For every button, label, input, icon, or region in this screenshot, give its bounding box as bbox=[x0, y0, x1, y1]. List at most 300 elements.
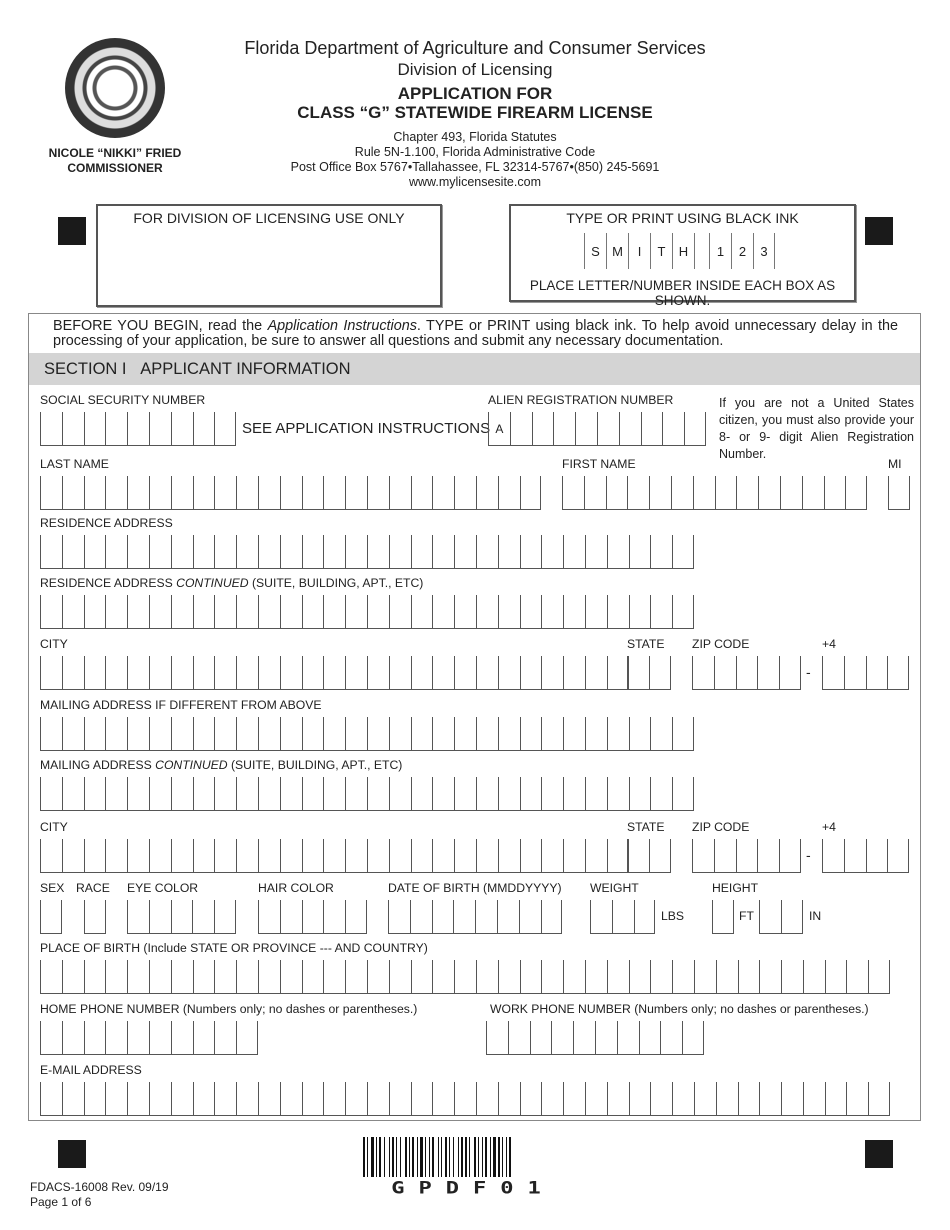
char-box[interactable] bbox=[127, 1082, 149, 1116]
char-box[interactable] bbox=[171, 595, 193, 629]
char-box[interactable] bbox=[258, 900, 280, 934]
char-box[interactable] bbox=[497, 900, 519, 934]
char-box[interactable] bbox=[757, 839, 779, 873]
char-box[interactable] bbox=[127, 412, 149, 446]
char-box[interactable] bbox=[498, 535, 520, 569]
char-box[interactable] bbox=[595, 1021, 617, 1055]
char-box[interactable] bbox=[171, 535, 193, 569]
char-box[interactable] bbox=[411, 717, 433, 751]
char-box[interactable] bbox=[40, 1082, 62, 1116]
char-box[interactable] bbox=[62, 839, 84, 873]
char-box[interactable] bbox=[214, 1082, 236, 1116]
char-box[interactable] bbox=[193, 839, 215, 873]
char-box[interactable] bbox=[629, 717, 651, 751]
char-box[interactable] bbox=[40, 476, 62, 510]
char-box[interactable] bbox=[530, 1021, 552, 1055]
char-box[interactable] bbox=[541, 839, 563, 873]
char-box[interactable] bbox=[62, 717, 84, 751]
char-box[interactable] bbox=[127, 1021, 149, 1055]
char-box[interactable] bbox=[345, 656, 367, 690]
char-box[interactable] bbox=[258, 656, 280, 690]
char-box[interactable] bbox=[759, 960, 781, 994]
char-box[interactable] bbox=[40, 717, 62, 751]
char-box[interactable] bbox=[486, 1021, 508, 1055]
char-box[interactable] bbox=[650, 960, 672, 994]
char-box[interactable] bbox=[411, 535, 433, 569]
char-box[interactable] bbox=[323, 535, 345, 569]
char-box[interactable] bbox=[692, 656, 714, 690]
char-box[interactable] bbox=[149, 535, 171, 569]
char-box[interactable] bbox=[541, 1082, 563, 1116]
char-box[interactable] bbox=[105, 717, 127, 751]
char-box[interactable] bbox=[193, 476, 215, 510]
char-box[interactable] bbox=[454, 777, 476, 811]
char-box[interactable] bbox=[389, 839, 411, 873]
residence-boxes[interactable] bbox=[40, 535, 694, 569]
char-box[interactable] bbox=[193, 595, 215, 629]
char-box[interactable] bbox=[715, 476, 737, 510]
char-box[interactable] bbox=[607, 595, 629, 629]
char-box[interactable] bbox=[551, 1021, 573, 1055]
char-box[interactable] bbox=[214, 839, 236, 873]
char-box[interactable] bbox=[519, 900, 541, 934]
char-box[interactable] bbox=[520, 476, 542, 510]
char-box[interactable] bbox=[84, 535, 106, 569]
char-box[interactable] bbox=[105, 777, 127, 811]
char-box[interactable] bbox=[40, 839, 62, 873]
char-box[interactable] bbox=[62, 777, 84, 811]
char-box[interactable] bbox=[149, 960, 171, 994]
char-box[interactable] bbox=[302, 960, 324, 994]
sex-box[interactable] bbox=[40, 900, 62, 934]
char-box[interactable] bbox=[553, 412, 575, 446]
char-box[interactable] bbox=[302, 900, 324, 934]
char-box[interactable] bbox=[62, 1021, 84, 1055]
char-box[interactable] bbox=[127, 535, 149, 569]
char-box[interactable] bbox=[825, 1082, 847, 1116]
char-box[interactable] bbox=[323, 595, 345, 629]
char-box[interactable] bbox=[672, 777, 694, 811]
char-box[interactable] bbox=[345, 777, 367, 811]
char-box[interactable] bbox=[454, 476, 476, 510]
char-box[interactable] bbox=[127, 960, 149, 994]
char-box[interactable] bbox=[781, 960, 803, 994]
char-box[interactable] bbox=[454, 960, 476, 994]
char-box[interactable] bbox=[520, 777, 542, 811]
char-box[interactable] bbox=[627, 839, 649, 873]
char-box[interactable] bbox=[432, 535, 454, 569]
char-box[interactable] bbox=[779, 656, 801, 690]
char-box[interactable] bbox=[193, 412, 215, 446]
char-box[interactable] bbox=[345, 476, 367, 510]
char-box[interactable] bbox=[62, 595, 84, 629]
char-box[interactable] bbox=[619, 412, 641, 446]
char-box[interactable] bbox=[520, 717, 542, 751]
char-box[interactable] bbox=[149, 900, 171, 934]
char-box[interactable] bbox=[822, 839, 844, 873]
char-box[interactable] bbox=[844, 656, 866, 690]
char-box[interactable] bbox=[236, 1082, 258, 1116]
char-box[interactable] bbox=[634, 900, 656, 934]
char-box[interactable] bbox=[389, 535, 411, 569]
char-box[interactable] bbox=[323, 1082, 345, 1116]
char-box[interactable] bbox=[498, 1082, 520, 1116]
plus4-boxes[interactable] bbox=[822, 656, 909, 690]
work-phone-boxes[interactable] bbox=[486, 1021, 704, 1055]
char-box[interactable] bbox=[825, 960, 847, 994]
char-box[interactable] bbox=[84, 1082, 106, 1116]
char-box[interactable] bbox=[193, 656, 215, 690]
char-box[interactable] bbox=[127, 777, 149, 811]
char-box[interactable] bbox=[498, 839, 520, 873]
char-box[interactable] bbox=[454, 595, 476, 629]
char-box[interactable] bbox=[389, 960, 411, 994]
char-box[interactable] bbox=[585, 535, 607, 569]
char-box[interactable] bbox=[541, 595, 563, 629]
char-box[interactable] bbox=[475, 900, 497, 934]
char-box[interactable] bbox=[866, 656, 888, 690]
dob-boxes[interactable] bbox=[388, 900, 562, 934]
char-box[interactable] bbox=[629, 960, 651, 994]
char-box[interactable] bbox=[367, 1082, 389, 1116]
char-box[interactable] bbox=[127, 900, 149, 934]
char-box[interactable] bbox=[563, 717, 585, 751]
char-box[interactable] bbox=[193, 1082, 215, 1116]
char-box[interactable] bbox=[520, 656, 542, 690]
char-box[interactable] bbox=[214, 476, 236, 510]
char-box[interactable] bbox=[868, 1082, 890, 1116]
char-box[interactable] bbox=[411, 656, 433, 690]
char-box[interactable] bbox=[563, 656, 585, 690]
char-box[interactable] bbox=[411, 839, 433, 873]
char-box[interactable] bbox=[40, 535, 62, 569]
char-box[interactable] bbox=[84, 595, 106, 629]
pob-boxes[interactable] bbox=[40, 960, 890, 994]
char-box[interactable] bbox=[649, 656, 671, 690]
char-box[interactable] bbox=[84, 839, 106, 873]
char-box[interactable] bbox=[541, 777, 563, 811]
char-box[interactable] bbox=[476, 1082, 498, 1116]
first-name-boxes[interactable] bbox=[562, 476, 867, 510]
char-box[interactable] bbox=[280, 777, 302, 811]
char-box[interactable] bbox=[498, 656, 520, 690]
char-box[interactable] bbox=[432, 476, 454, 510]
char-box[interactable] bbox=[672, 1082, 694, 1116]
char-box[interactable] bbox=[432, 717, 454, 751]
mailing-plus4-boxes[interactable] bbox=[822, 839, 909, 873]
char-box[interactable] bbox=[280, 717, 302, 751]
char-box[interactable] bbox=[258, 839, 280, 873]
char-box[interactable] bbox=[149, 1082, 171, 1116]
char-box[interactable] bbox=[84, 412, 106, 446]
char-box[interactable] bbox=[498, 960, 520, 994]
char-box[interactable] bbox=[388, 900, 410, 934]
char-box[interactable] bbox=[846, 960, 868, 994]
char-box[interactable] bbox=[323, 656, 345, 690]
char-box[interactable] bbox=[127, 595, 149, 629]
char-box[interactable] bbox=[171, 412, 193, 446]
char-box[interactable] bbox=[781, 1082, 803, 1116]
char-box[interactable] bbox=[149, 595, 171, 629]
char-box[interactable] bbox=[302, 656, 324, 690]
char-box[interactable] bbox=[149, 476, 171, 510]
mailing-boxes[interactable] bbox=[40, 717, 694, 751]
char-box[interactable] bbox=[803, 960, 825, 994]
ssn-boxes[interactable] bbox=[40, 412, 236, 446]
char-box[interactable] bbox=[714, 656, 736, 690]
char-box[interactable] bbox=[844, 839, 866, 873]
char-box[interactable] bbox=[149, 412, 171, 446]
char-box[interactable] bbox=[454, 1082, 476, 1116]
char-box[interactable] bbox=[84, 717, 106, 751]
char-box[interactable] bbox=[520, 595, 542, 629]
char-box[interactable] bbox=[62, 1082, 84, 1116]
char-box[interactable] bbox=[520, 839, 542, 873]
char-box[interactable] bbox=[323, 960, 345, 994]
char-box[interactable] bbox=[84, 476, 106, 510]
char-box[interactable] bbox=[629, 777, 651, 811]
char-box[interactable] bbox=[672, 595, 694, 629]
char-box[interactable] bbox=[508, 1021, 530, 1055]
char-box[interactable] bbox=[192, 900, 214, 934]
char-box[interactable] bbox=[367, 476, 389, 510]
char-box[interactable] bbox=[149, 1021, 171, 1055]
char-box[interactable] bbox=[822, 656, 844, 690]
char-box[interactable] bbox=[127, 717, 149, 751]
char-box[interactable] bbox=[758, 476, 780, 510]
char-box[interactable] bbox=[280, 960, 302, 994]
char-box[interactable] bbox=[662, 412, 684, 446]
char-box[interactable] bbox=[193, 717, 215, 751]
eye-color-boxes[interactable] bbox=[127, 900, 236, 934]
char-box[interactable] bbox=[692, 839, 714, 873]
char-box[interactable] bbox=[171, 476, 193, 510]
char-box[interactable] bbox=[694, 1082, 716, 1116]
char-box[interactable] bbox=[684, 412, 706, 446]
char-box[interactable] bbox=[606, 476, 628, 510]
char-box[interactable] bbox=[105, 412, 127, 446]
char-box[interactable] bbox=[258, 777, 280, 811]
char-box[interactable] bbox=[781, 900, 803, 934]
char-box[interactable] bbox=[563, 535, 585, 569]
char-box[interactable] bbox=[607, 839, 629, 873]
char-box[interactable] bbox=[607, 535, 629, 569]
char-box[interactable] bbox=[476, 777, 498, 811]
char-box[interactable] bbox=[716, 960, 738, 994]
char-box[interactable] bbox=[214, 535, 236, 569]
char-box[interactable] bbox=[127, 476, 149, 510]
char-box[interactable] bbox=[532, 412, 554, 446]
char-box[interactable] bbox=[411, 777, 433, 811]
char-box[interactable] bbox=[40, 777, 62, 811]
char-box[interactable] bbox=[40, 595, 62, 629]
char-box[interactable] bbox=[584, 476, 606, 510]
char-box[interactable] bbox=[171, 656, 193, 690]
char-box[interactable] bbox=[40, 1021, 62, 1055]
char-box[interactable] bbox=[323, 900, 345, 934]
char-box[interactable] bbox=[389, 1082, 411, 1116]
char-box[interactable] bbox=[280, 535, 302, 569]
char-box[interactable] bbox=[84, 960, 106, 994]
char-box[interactable] bbox=[214, 656, 236, 690]
char-box[interactable] bbox=[432, 839, 454, 873]
char-box[interactable] bbox=[302, 839, 324, 873]
char-box[interactable] bbox=[236, 839, 258, 873]
char-box[interactable] bbox=[541, 656, 563, 690]
char-box[interactable] bbox=[62, 412, 84, 446]
char-box[interactable] bbox=[802, 476, 824, 510]
char-box[interactable] bbox=[171, 777, 193, 811]
char-box[interactable] bbox=[650, 717, 672, 751]
char-box[interactable] bbox=[759, 900, 781, 934]
char-box[interactable] bbox=[617, 1021, 639, 1055]
char-box[interactable] bbox=[280, 656, 302, 690]
char-box[interactable] bbox=[612, 900, 634, 934]
char-box[interactable] bbox=[573, 1021, 595, 1055]
mailing-cont-boxes[interactable] bbox=[40, 777, 694, 811]
char-box[interactable] bbox=[585, 960, 607, 994]
char-box[interactable] bbox=[280, 595, 302, 629]
char-box[interactable] bbox=[454, 717, 476, 751]
char-box[interactable] bbox=[214, 595, 236, 629]
char-box[interactable] bbox=[258, 717, 280, 751]
char-box[interactable] bbox=[585, 656, 607, 690]
char-box[interactable] bbox=[590, 900, 612, 934]
char-box[interactable] bbox=[389, 656, 411, 690]
char-box[interactable] bbox=[824, 476, 846, 510]
char-box[interactable] bbox=[302, 1082, 324, 1116]
char-box[interactable] bbox=[84, 656, 106, 690]
city-boxes[interactable] bbox=[40, 656, 629, 690]
char-box[interactable] bbox=[585, 717, 607, 751]
char-box[interactable] bbox=[258, 476, 280, 510]
char-box[interactable] bbox=[105, 476, 127, 510]
char-box[interactable] bbox=[280, 1082, 302, 1116]
char-box[interactable] bbox=[453, 900, 475, 934]
char-box[interactable] bbox=[258, 595, 280, 629]
char-box[interactable] bbox=[105, 839, 127, 873]
char-box[interactable] bbox=[258, 1082, 280, 1116]
char-box[interactable] bbox=[323, 777, 345, 811]
weight-boxes[interactable] bbox=[590, 900, 655, 934]
char-box[interactable] bbox=[367, 960, 389, 994]
char-box[interactable] bbox=[127, 656, 149, 690]
char-box[interactable] bbox=[563, 777, 585, 811]
char-box[interactable] bbox=[641, 412, 663, 446]
char-box[interactable] bbox=[738, 1082, 760, 1116]
char-box[interactable] bbox=[171, 1021, 193, 1055]
residence-cont-boxes[interactable] bbox=[40, 595, 694, 629]
char-box[interactable] bbox=[693, 476, 715, 510]
char-box[interactable] bbox=[682, 1021, 704, 1055]
char-box[interactable] bbox=[541, 717, 563, 751]
char-box[interactable] bbox=[84, 900, 106, 934]
char-box[interactable] bbox=[541, 960, 563, 994]
state-boxes[interactable] bbox=[627, 656, 671, 690]
char-box[interactable] bbox=[40, 412, 62, 446]
char-box[interactable] bbox=[476, 535, 498, 569]
char-box[interactable] bbox=[367, 777, 389, 811]
char-box[interactable] bbox=[62, 960, 84, 994]
char-box[interactable] bbox=[214, 1021, 236, 1055]
char-box[interactable] bbox=[171, 960, 193, 994]
char-box[interactable] bbox=[627, 656, 649, 690]
char-box[interactable] bbox=[498, 717, 520, 751]
char-box[interactable] bbox=[716, 1082, 738, 1116]
char-box[interactable] bbox=[280, 476, 302, 510]
char-box[interactable] bbox=[389, 717, 411, 751]
char-box[interactable] bbox=[575, 412, 597, 446]
char-box[interactable] bbox=[660, 1021, 682, 1055]
mi-box[interactable] bbox=[888, 476, 910, 510]
char-box[interactable] bbox=[476, 839, 498, 873]
char-box[interactable] bbox=[302, 476, 324, 510]
char-box[interactable] bbox=[105, 595, 127, 629]
char-box[interactable] bbox=[236, 777, 258, 811]
char-box[interactable] bbox=[629, 535, 651, 569]
char-box[interactable] bbox=[389, 476, 411, 510]
hair-color-boxes[interactable] bbox=[258, 900, 367, 934]
char-box[interactable] bbox=[105, 960, 127, 994]
char-box[interactable] bbox=[454, 656, 476, 690]
char-box[interactable] bbox=[887, 839, 909, 873]
char-box[interactable] bbox=[193, 535, 215, 569]
char-box[interactable] bbox=[105, 656, 127, 690]
char-box[interactable] bbox=[105, 535, 127, 569]
char-box[interactable] bbox=[498, 595, 520, 629]
char-box[interactable] bbox=[149, 839, 171, 873]
char-box[interactable] bbox=[476, 656, 498, 690]
char-box[interactable] bbox=[607, 960, 629, 994]
char-box[interactable] bbox=[432, 595, 454, 629]
height-in-boxes[interactable] bbox=[759, 900, 803, 934]
char-box[interactable] bbox=[84, 1021, 106, 1055]
char-box[interactable] bbox=[302, 717, 324, 751]
char-box[interactable] bbox=[520, 535, 542, 569]
char-box[interactable] bbox=[476, 595, 498, 629]
char-box[interactable] bbox=[40, 656, 62, 690]
char-box[interactable] bbox=[236, 476, 258, 510]
char-box[interactable] bbox=[40, 900, 62, 934]
alien-digit-boxes[interactable] bbox=[510, 412, 706, 446]
char-box[interactable] bbox=[62, 535, 84, 569]
char-box[interactable] bbox=[214, 777, 236, 811]
char-box[interactable] bbox=[672, 960, 694, 994]
char-box[interactable] bbox=[563, 595, 585, 629]
char-box[interactable] bbox=[887, 656, 909, 690]
char-box[interactable] bbox=[650, 777, 672, 811]
char-box[interactable] bbox=[236, 656, 258, 690]
char-box[interactable] bbox=[845, 476, 867, 510]
char-box[interactable] bbox=[736, 839, 758, 873]
race-box[interactable] bbox=[84, 900, 106, 934]
char-box[interactable] bbox=[236, 960, 258, 994]
char-box[interactable] bbox=[302, 595, 324, 629]
char-box[interactable] bbox=[127, 839, 149, 873]
char-box[interactable] bbox=[650, 1082, 672, 1116]
char-box[interactable] bbox=[236, 535, 258, 569]
char-box[interactable] bbox=[520, 960, 542, 994]
char-box[interactable] bbox=[171, 900, 193, 934]
char-box[interactable] bbox=[214, 412, 236, 446]
char-box[interactable] bbox=[193, 960, 215, 994]
char-box[interactable] bbox=[454, 839, 476, 873]
char-box[interactable] bbox=[105, 1082, 127, 1116]
char-box[interactable] bbox=[302, 535, 324, 569]
char-box[interactable] bbox=[411, 960, 433, 994]
char-box[interactable] bbox=[389, 777, 411, 811]
char-box[interactable] bbox=[302, 777, 324, 811]
